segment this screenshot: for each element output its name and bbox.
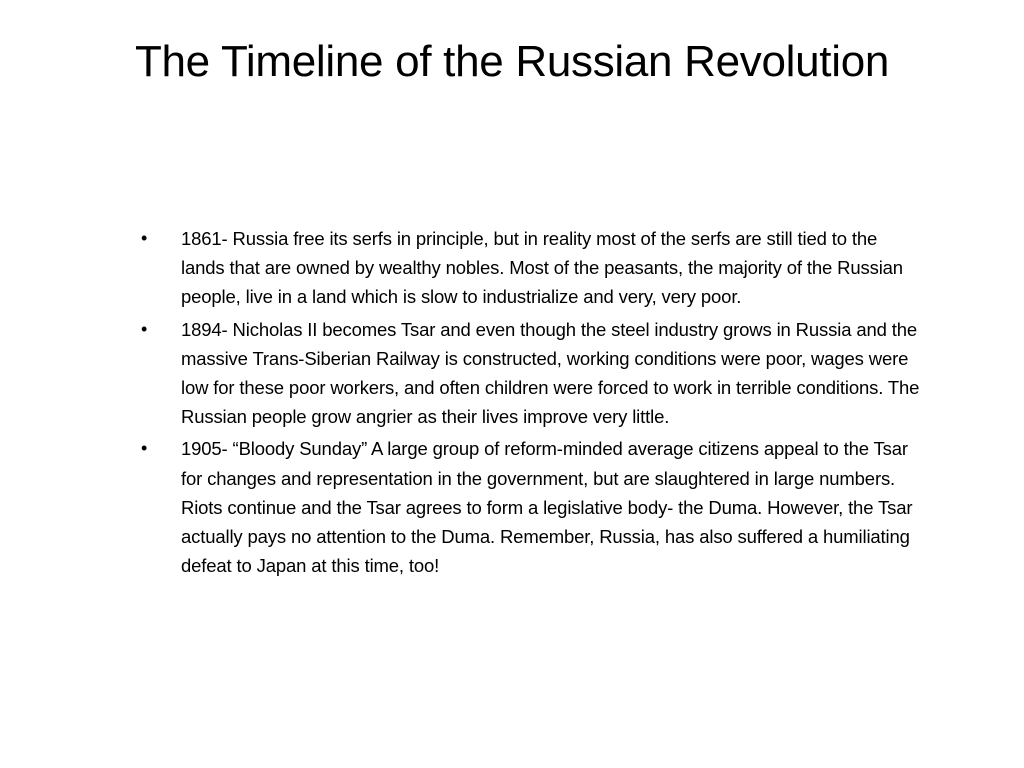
bullet-text: 1905- “Bloody Sunday” A large group of reform-minded average citizens appeal to the Tsar for changes and representation in the government, but are slaughtered in large numbers. Riots continue and the Tsar agrees to form a legislative body- the Duma. However, the Tsar actually pays no attention to the Duma. Remember, Russia, has also suffered a humiliating defeat to Japan at this time, too! (181, 438, 913, 577)
bullet-item-1905 (140, 434, 920, 580)
bullet-text: 1861- Russia free its serfs in principle, but in reality most of the serfs are still tied to the lands that are owned by wealthy nobles. Most of the peasants, the majority of the Russian people, live in a land which is slow to industrialize and very, very poor. (181, 228, 903, 308)
bullet-icon: • (141, 438, 148, 459)
slide-title: The Timeline of the Russian Revolution (134, 37, 890, 86)
bullet-text: 1894- Nicholas II becomes Tsar and even though the steel industry grows in Russia and the massive Trans-Siberian Railway is constructed, working conditions were poor, wages were low for these poor workers, and often children were forced to work in terrible conditions. The Russian people grow angrier as their lives improve very little. (181, 318, 920, 428)
bullet-list (140, 224, 920, 583)
bullet-item-1894 (140, 315, 920, 432)
bullet-icon: • (141, 228, 148, 248)
bullet-icon: • (141, 318, 148, 339)
bullet-item-1861 (140, 224, 920, 312)
